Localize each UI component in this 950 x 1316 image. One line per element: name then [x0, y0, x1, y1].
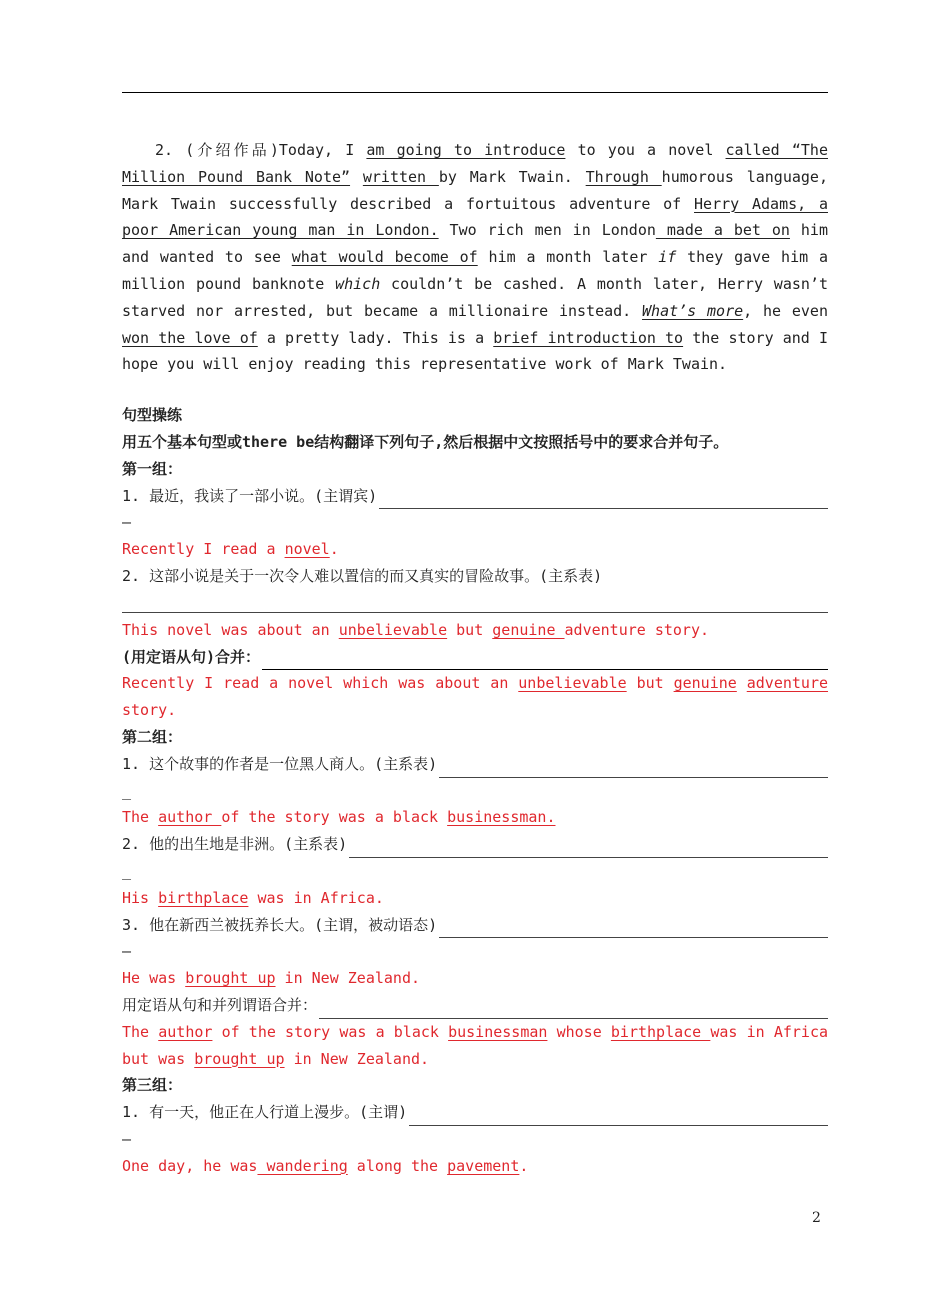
- answer-text: .: [519, 1156, 529, 1175]
- answer-blank[interactable]: [439, 919, 828, 938]
- answer-text: story.: [122, 701, 177, 720]
- question-text: 1. 有一天，他正在人行道上漫步。(主谓): [122, 1103, 408, 1122]
- passage-text: 2. (介绍作品)Today, I: [155, 141, 367, 159]
- passage-underlined: what would become of: [291, 248, 478, 267]
- instruction: 用五个基本句型或there be结构翻译下列句子,然后根据中文按照括号中的要求合并句子。: [122, 432, 729, 451]
- answer-blank-tail: _: [122, 781, 132, 800]
- answer-blank[interactable]: [262, 651, 828, 670]
- answer-text: Recently I read a novel which was about an: [122, 674, 519, 693]
- question-text: 1. 最近，我读了一部小说。(主谓宾): [122, 486, 378, 505]
- answer-underlined: wandering: [257, 1156, 348, 1175]
- answer-underlined: unbelievable: [338, 620, 448, 639]
- answer-blank-tail: —: [122, 1129, 132, 1148]
- passage-text: him and wanted to see: [122, 221, 828, 267]
- group1-answer-2: [122, 617, 828, 644]
- answer-underlined: brought up: [194, 1049, 285, 1068]
- group2-question-2: [122, 831, 828, 858]
- answer-text: of the story was a black: [212, 1022, 449, 1041]
- answer-underlined: businessman.: [447, 808, 556, 827]
- answer-underlined: birthplace: [158, 888, 249, 907]
- answer-underlined: author: [158, 1022, 213, 1041]
- passage-text: a pretty lady. This is a: [257, 328, 494, 347]
- merge-label: (用定语从句)合并：: [122, 647, 261, 666]
- passage-underlined: made a bet on: [655, 221, 790, 240]
- group1-merge: [122, 644, 828, 671]
- passage-text: the story and I hope you will enjoy reading this representative work of Mark Twain.: [122, 328, 828, 374]
- passage-text: [350, 168, 363, 186]
- group2-question-1: [122, 751, 828, 778]
- answer-text: in New Zealand.: [284, 1049, 430, 1068]
- answer-text: Recently I read a: [122, 540, 285, 559]
- group3-answer-1: [122, 1153, 828, 1180]
- answer-text: One day, he was: [122, 1156, 258, 1175]
- answer-blank[interactable]: [349, 839, 828, 858]
- passage-text: , he even: [743, 301, 828, 320]
- question-text: 1. 这个故事的作者是一位黑人商人。(主系表): [122, 754, 438, 773]
- answer-underlined: genuine: [492, 620, 565, 639]
- answer-underlined: businessman: [448, 1022, 548, 1041]
- answer-text: but: [626, 674, 674, 693]
- passage-text: they gave him a million pound banknote: [122, 248, 828, 293]
- group1-question-1: [122, 483, 828, 510]
- merge-label: 用定语从句和并列谓语合并：: [122, 995, 318, 1014]
- passage-text: to you a novel: [565, 141, 726, 159]
- answer-text: adventure story.: [564, 620, 710, 639]
- answer-underlined: birthplace: [610, 1022, 711, 1041]
- page-number: 2: [812, 1210, 821, 1226]
- passage-text: by Mark Twain.: [438, 167, 586, 186]
- answer-text: He was: [122, 969, 186, 988]
- group2-question-3: [122, 912, 828, 939]
- header-rule: [122, 92, 828, 93]
- answer-text: The: [122, 808, 159, 827]
- passage-italic: which: [335, 274, 381, 293]
- answer-text: along the: [347, 1156, 448, 1175]
- answer-blank[interactable]: [379, 490, 828, 509]
- answer-text: The: [122, 1022, 159, 1041]
- document-page: [122, 137, 828, 1179]
- question-text: 3. 他在新西兰被抚养长大。(主谓，被动语态): [122, 915, 438, 934]
- passage-underlined: won the love of: [122, 328, 258, 347]
- answer-blank[interactable]: [122, 594, 828, 613]
- answer-blank[interactable]: [439, 759, 828, 778]
- answer-underlined: brought up: [185, 969, 276, 988]
- passage-underlined: written: [362, 167, 439, 186]
- group2-merge-answer: [122, 1019, 828, 1073]
- answer-text: of the story was a black: [221, 808, 448, 827]
- answer-text: was in Africa but was: [122, 1022, 829, 1068]
- answer-blank-tail: _: [122, 861, 132, 880]
- answer-text: but: [447, 620, 493, 639]
- passage-text: humorous language, Mark Twain successfully described a fortuitous adventure of: [122, 167, 828, 213]
- answer-blank-tail: —: [122, 513, 132, 532]
- passage-text: couldn’t be cashed. A month later, Herry wasn’t starved nor arrested, but became a millionaire instead.: [122, 274, 828, 320]
- answer-text: was in Africa.: [248, 888, 384, 907]
- group1-question-2: 2. 这部小说是关于一次令人难以置信的而又真实的冒险故事。(主系表): [122, 566, 603, 585]
- answer-text: in New Zealand.: [275, 969, 421, 988]
- group1-title: 第一组：: [122, 459, 183, 478]
- passage-text: Two rich men in London: [438, 221, 656, 240]
- answer-underlined: unbelievable: [518, 674, 627, 693]
- group2-title: 第二组：: [122, 727, 183, 746]
- group2-answer-1: [122, 804, 828, 831]
- answer-text: This novel was about an: [122, 620, 339, 639]
- passage-underlined: Through: [585, 167, 662, 186]
- group1-answer-1: [122, 536, 828, 563]
- group2-answer-2: [122, 885, 828, 912]
- answer-text: .: [329, 540, 339, 559]
- answer-underlined: author: [158, 808, 222, 827]
- section-title: 句型操练: [122, 406, 183, 425]
- answer-text: [737, 674, 747, 692]
- answer-text: His: [122, 888, 159, 907]
- passage-underlined: called “The Million Pound Bank Note”: [122, 141, 828, 186]
- answer-blank[interactable]: [319, 1000, 828, 1019]
- group2-merge: [122, 992, 828, 1019]
- answer-underlined: novel: [284, 540, 330, 559]
- passage-paragraph: [122, 137, 828, 378]
- question-text: 2. 他的出生地是非洲。(主系表): [122, 835, 348, 854]
- answer-text: whose: [547, 1022, 611, 1041]
- group2-answer-3: [122, 965, 828, 992]
- passage-underlined: brief introduction to: [493, 328, 684, 347]
- group3-question-1: [122, 1099, 828, 1126]
- answer-blank[interactable]: [409, 1107, 828, 1126]
- group1-merge-answer: [122, 670, 828, 724]
- passage-underlined: am going to introduce: [366, 141, 566, 159]
- passage-text: him a month later: [477, 248, 659, 267]
- answer-underlined: genuine: [673, 674, 737, 693]
- answer-underlined: pavement: [447, 1156, 520, 1175]
- passage-underlined-italic: What’s more: [642, 301, 744, 320]
- group3-title: 第三组：: [122, 1076, 183, 1095]
- answer-blank-tail: —: [122, 942, 132, 961]
- passage-underlined: Herry Adams, a poor American young man in London.: [122, 194, 828, 240]
- answer-underlined: adventure: [746, 674, 829, 693]
- passage-italic: if: [658, 248, 677, 267]
